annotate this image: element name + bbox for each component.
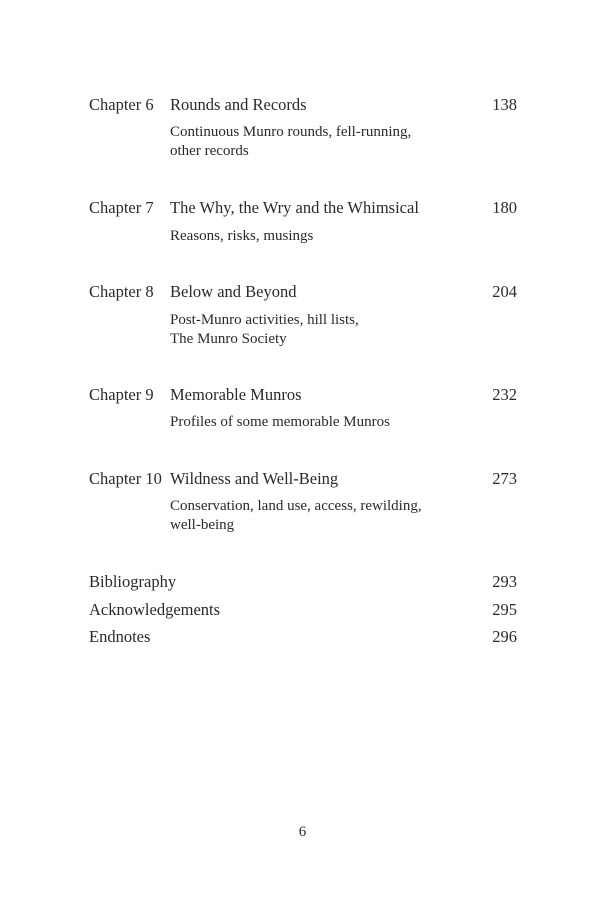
- back-matter-page-number: 293: [492, 572, 517, 591]
- chapter-description-line: Reasons, risks, musings: [170, 228, 314, 244]
- back-matter-label: Endnotes: [89, 627, 151, 646]
- chapter-description: [170, 123, 470, 161]
- chapter-number: Chapter 8: [89, 282, 154, 301]
- chapter-description: [170, 227, 470, 246]
- back-matter-label: Acknowledgements: [89, 600, 221, 619]
- chapter-title: Below and Beyond: [170, 282, 297, 301]
- chapter-number: Chapter 9: [89, 385, 154, 404]
- chapter-title: Wildness and Well-Being: [170, 469, 339, 488]
- chapter-number: Chapter 6: [89, 95, 154, 114]
- chapter-number: Chapter 10: [89, 469, 162, 488]
- toc-entry-heading: [89, 384, 517, 406]
- toc-entry-heading: [89, 281, 517, 303]
- chapter-page-number: 273: [492, 469, 517, 488]
- chapter-description-line: Continuous Munro rounds, fell-running,: [170, 124, 412, 140]
- chapter-description-line: Post-Munro activities, hill lists,: [170, 312, 359, 328]
- toc-entry-acknowledgements[interactable]: [89, 599, 517, 621]
- chapter-description: [170, 497, 470, 535]
- toc-entry-chapter-7[interactable]: [89, 197, 517, 244]
- page-number: 6: [298, 824, 307, 840]
- chapter-description-line: The Munro Society: [170, 331, 287, 347]
- toc-entry-heading: [89, 197, 517, 219]
- back-matter-page-number: 296: [492, 627, 517, 646]
- chapter-description-line: well-being: [170, 517, 235, 533]
- toc-entry-chapter-9[interactable]: [89, 384, 517, 430]
- chapter-title: The Why, the Wry and the Whimsical: [170, 198, 419, 217]
- toc-entry-endnotes[interactable]: [89, 626, 517, 648]
- toc-entry-heading: [89, 94, 517, 116]
- chapter-description-line: Profiles of some memorable Munros: [170, 414, 390, 430]
- chapter-description: [170, 413, 470, 432]
- toc-entry-heading: [89, 468, 517, 490]
- toc-entry-chapter-8[interactable]: [89, 281, 517, 347]
- toc-entry-bibliography[interactable]: [89, 571, 517, 593]
- toc-entry-chapter-6[interactable]: [89, 94, 517, 159]
- chapter-title: Memorable Munros: [170, 385, 302, 404]
- chapter-number: Chapter 7: [89, 198, 154, 217]
- chapter-title: Rounds and Records: [170, 95, 307, 114]
- chapter-page-number: 138: [492, 95, 517, 114]
- chapter-description-line: other records: [170, 143, 249, 159]
- chapter-page-number: 232: [492, 385, 517, 404]
- back-matter-label: Bibliography: [89, 572, 177, 591]
- chapter-page-number: 204: [492, 282, 517, 301]
- chapter-description-line: Conservation, land use, access, rewilding,: [170, 498, 422, 514]
- back-matter-page-number: 295: [492, 600, 517, 619]
- toc-entry-chapter-10[interactable]: [89, 468, 517, 533]
- chapter-page-number: 180: [492, 198, 517, 217]
- chapter-description: [170, 311, 470, 349]
